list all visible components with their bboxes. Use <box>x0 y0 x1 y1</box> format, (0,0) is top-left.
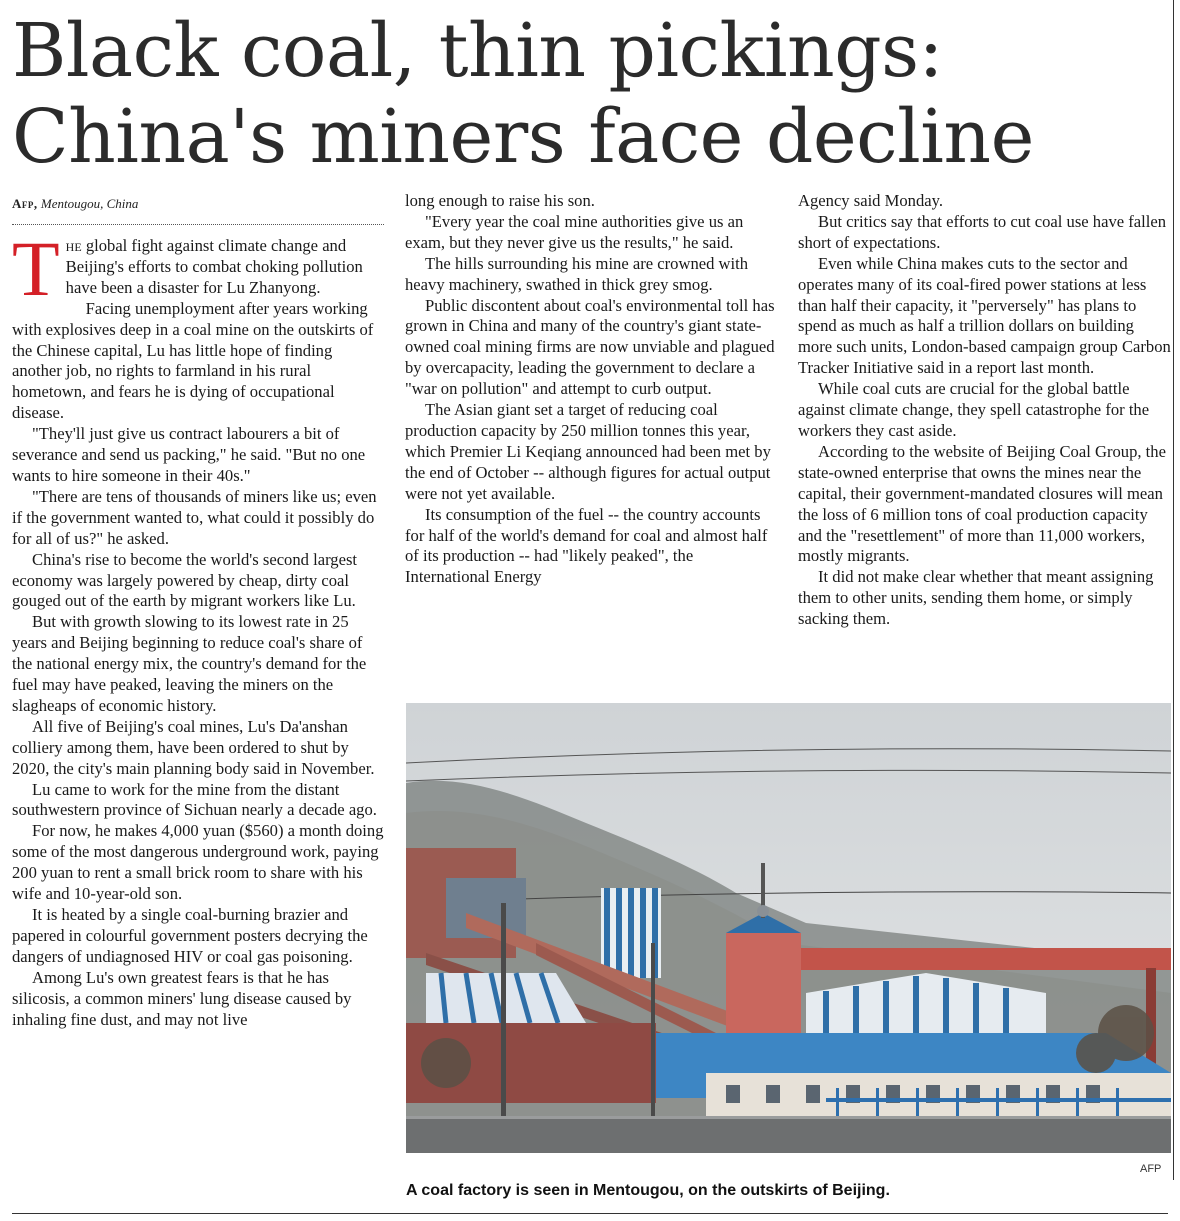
bottom-rule <box>12 1213 1168 1214</box>
article-paragraph: China's rise to become the world's second largest economy was largely powered by cheap, dirty coal gouged out of the earth by migrant workers like Lu. <box>12 549 358 611</box>
photo-caption: A coal factory is seen in Mentougou, on the outskirts of Beijing. <box>406 1182 890 1199</box>
article-paragraph: Agency said Monday. <box>798 191 944 210</box>
article-paragraph: The Asian giant set a target of reducing coal production capacity by 250 million tonnes this year, which Premier Li Keqiang announced had been met by the end of October -- although figures for actual output were not yet available. <box>405 400 771 503</box>
article-column-1 <box>12 225 385 1030</box>
byline-location: Mentougou, China <box>40 196 139 211</box>
article-paragraph: "They'll just give us contract labourers a bit of severance and send us packing," he said. "But no one wants to hire someone in their 40s." <box>12 424 366 485</box>
page-frame-edge <box>1173 0 1174 1180</box>
article-paragraph: "There are tens of thousands of miners like us; even if the government wanted to, what could it possibly do for all of us?" he asked. <box>12 486 377 548</box>
article-paragraph: long enough to raise his son. <box>405 191 595 210</box>
article-column-2 <box>405 191 778 588</box>
article-paragraph: Its consumption of the fuel -- the country accounts for half of the world's demand for coal and almost half of its production -- had "likely peaked", the International Energy <box>405 504 768 587</box>
byline <box>12 196 384 225</box>
lead-paragraph <box>12 225 385 312</box>
article-paragraph: For now, he makes 4,000 yuan ($560) a month doing some of the most dangerous underground work, paying 200 yuan to rent a small brick room to share with his wife and 10-year-old son. <box>12 821 384 904</box>
article-paragraph: Public discontent about coal's environmental toll has grown in China and many of the country's giant state-owned coal mining firms are now unviable and plagued by overcapacity, leading the government to declare a "war on pollution" and attempt to curb output. <box>405 295 775 399</box>
article-paragraph: Even while China makes cuts to the sector and operates many of its coal-fired power stations at less than half their capacity, it "perversely" has plans to spend as much as half a trillion dollars on building more such units, London-based campaign group Carbon Tracker Initiative said in a report last month. <box>798 253 1171 378</box>
article-paragraph: It did not make clear whether that meant assigning them to other units, sending them home, or simply sacking them. <box>798 567 1154 629</box>
lead-text: global fight against climate change and Beijing's efforts to combat choking pollution have been a disaster for Lu Zhanyong. <box>65 236 363 297</box>
article-paragraph: But with growth slowing to its lowest rate in 25 years and Beijing beginning to reduce coal's share of the national energy mix, the country's demand for the fuel may have peaked, leaving the miners on the slagheaps of economic history. <box>12 612 367 715</box>
article-paragraph: "Every year the coal mine authorities give us an exam, but they never give us the results," he said. <box>405 211 744 252</box>
article-column-3 <box>798 191 1171 630</box>
photo-credit: AFP <box>1140 1163 1162 1175</box>
article-paragraph: Lu came to work for the mine from the distant southwestern province of Sichuan nearly a decade ago. <box>12 779 377 820</box>
byline-agency: Afp, <box>12 196 38 211</box>
article-paragraph: All five of Beijing's coal mines, Lu's Da'anshan colliery among them, have been ordered to shut by 2020, the city's main planning body said in November. <box>12 716 375 778</box>
lead-smallcaps: he <box>65 236 82 255</box>
drop-cap: T <box>12 225 60 312</box>
article-paragraph: While coal cuts are crucial for the global battle against climate change, they spell catastrophe for the workers they cast aside. <box>798 379 1150 440</box>
article-paragraph: But critics say that efforts to cut coal use have fallen short of expectations. <box>798 211 1167 252</box>
headline: Black coal, thin pickings: China's miners face decline <box>12 8 1034 180</box>
coal-factory-photo <box>406 703 1171 1153</box>
article-paragraph: Among Lu's own greatest fears is that he has silicosis, a common miners' lung disease caused by inhaling fine dust, and may not live <box>12 967 352 1029</box>
article-paragraph: Facing unemployment after years working with explosives deep in a coal mine on the outskirts of the Chinese capital, Lu has little hope of finding another job, no rights to farmland in his rural hometown, and fears he is dying of occupational disease. <box>12 298 374 423</box>
photo-illustration <box>406 703 1171 1153</box>
article-paragraph: The hills surrounding his mine are crowned with heavy machinery, swathed in thick grey smog. <box>405 253 749 294</box>
article-paragraph: According to the website of Beijing Coal Group, the state-owned enterprise that owns the mines near the capital, their government-mandated closures will mean the loss of 6 million tons of coal production capacity and the "resettlement" of more than 11,000 workers, mostly migrants. <box>798 441 1166 566</box>
article-paragraph: It is heated by a single coal-burning brazier and papered in colourful government posters decrying the dangers of undiagnosed HIV or coal gas poisoning. <box>12 905 368 966</box>
